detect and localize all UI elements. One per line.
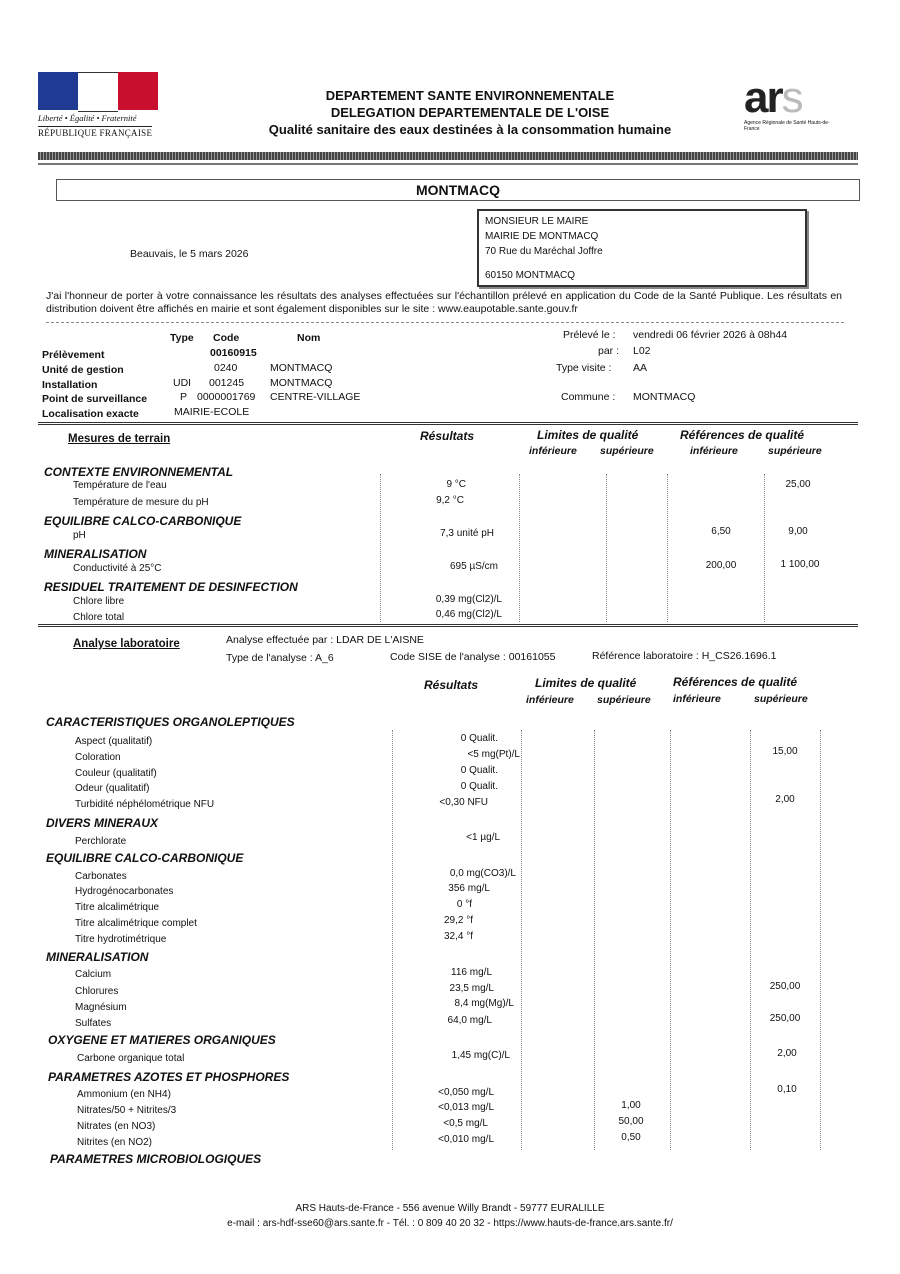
- param-name: Titre alcalimétrique complet: [75, 918, 197, 929]
- preleve-label: Prélevé le :: [563, 329, 616, 341]
- param-value: 7,3 unité pH: [440, 528, 494, 539]
- terrain-top-rule: [38, 422, 858, 425]
- header-line-1: DEPARTEMENT SANTE ENVIRONNEMENTALE: [325, 88, 615, 103]
- ref-inf-header: inférieure: [690, 445, 738, 457]
- sample-code: 0000001769: [197, 391, 256, 403]
- sample-label: Point de surveillance: [42, 393, 148, 405]
- param-value: 9 °C: [446, 479, 466, 490]
- intro-paragraph: J'ai l'honneur de porter à votre connaissance les résultats des analyses effectuées sur l'échantillon prélevé en application du Code de la Santé Publique. Les résultats en distribution doivent être affichés en mairie et sont également disponibles sur le site : www.eaupotable.sante.gouv.fr: [46, 290, 842, 315]
- param-name: Aspect (qualitatif): [75, 736, 153, 747]
- visite-value: AA: [633, 362, 648, 374]
- param-name: Ammonium (en NH4): [77, 1089, 171, 1100]
- section-title: DIVERS MINERAUX: [46, 816, 159, 830]
- ref-sup-value: 250,00: [769, 981, 801, 992]
- lim-sup-value: 1,00: [621, 1100, 641, 1111]
- republique-francaise-logo: [38, 72, 162, 141]
- col-separator: [594, 730, 595, 1150]
- footer-contact: e-mail : ars-hdf-sse60@ars.sante.fr - Tél. : 0 809 40 20 32 - https://www.hauts-de-france.ars.sante.fr/: [227, 1218, 673, 1229]
- logo-republic: RÉPUBLIQUE FRANÇAISE: [38, 128, 153, 138]
- sample-code: 001245: [209, 377, 245, 389]
- param-name: Titre hydrotimétrique: [75, 934, 167, 945]
- col-separator: [764, 474, 765, 622]
- param-value: 0 Qualit.: [460, 781, 498, 792]
- ars-logo-text: ar: [744, 73, 782, 122]
- section-title: PARAMETRES AZOTES ET PHOSPHORES: [48, 1070, 290, 1084]
- ars-logo: [744, 73, 834, 132]
- col-nom-header: Nom: [297, 332, 321, 344]
- sample-nom: MONTMACQ: [270, 362, 333, 374]
- labo-reference: Référence laboratoire : H_CS26.1696.1: [592, 650, 777, 662]
- header-band-divider: [38, 152, 858, 160]
- ref-sup-header: supérieure: [754, 693, 808, 705]
- ref-sup-value: 250,00: [769, 1013, 801, 1024]
- param-name: Couleur (qualitatif): [75, 768, 157, 779]
- param-value: 0 °f: [456, 899, 472, 910]
- ref-sup-value: 1 100,00: [780, 559, 820, 570]
- section-title: CONTEXTE ENVIRONNEMENTAL: [44, 465, 234, 479]
- col-separator: [667, 474, 668, 622]
- ref-sup-value: 25,00: [785, 479, 811, 490]
- lim-sup-header: supérieure: [597, 694, 651, 706]
- lim-sup-value: 50,00: [618, 1116, 644, 1127]
- param-value: <0,050 mg/L: [438, 1087, 494, 1098]
- section-title: OXYGENE ET MATIERES ORGANIQUES: [48, 1033, 276, 1047]
- param-value: 9,2 °C: [436, 495, 464, 506]
- marianne-flag-icon: [38, 72, 158, 110]
- commune-label: Commune :: [561, 391, 616, 403]
- param-name: Nitrates (en NO3): [77, 1121, 156, 1132]
- lim-inf-header: inférieure: [526, 694, 574, 706]
- labo-code-sise: Code SISE de l'analyse : 00161055: [390, 651, 556, 663]
- param-name: Chlorures: [75, 986, 119, 997]
- param-value: 0 Qualit.: [460, 765, 498, 776]
- logo-motto: Liberté • Égalité • Fraternité: [38, 113, 137, 123]
- param-value: <5 mg(Pt)/L: [467, 749, 520, 760]
- param-value: 32,4 °f: [443, 931, 473, 942]
- ref-sup-value: 15,00: [772, 746, 798, 757]
- ref-sup-value: 0,10: [777, 1084, 797, 1095]
- header-line-3: Qualité sanitaire des eaux destinées à la consommation humaine: [268, 122, 672, 137]
- resultats-header: Résultats: [420, 429, 475, 443]
- param-name: Chlore total: [73, 612, 125, 623]
- sample-label: Installation: [42, 379, 98, 391]
- col-separator: [750, 730, 751, 1150]
- section-title: EQUILIBRE CALCO-CARBONIQUE: [44, 514, 242, 528]
- param-name: Calcium: [75, 969, 112, 980]
- param-value: 0,39 mg(Cl2)/L: [435, 594, 502, 605]
- col-code-header: Code: [213, 332, 240, 344]
- param-name: Nitrites (en NO2): [77, 1137, 153, 1148]
- param-value: <0,010 mg/L: [438, 1134, 494, 1145]
- par-label: par :: [598, 345, 620, 357]
- sample-type: P: [180, 391, 188, 403]
- param-name: Température de mesure du pH: [73, 497, 209, 508]
- param-name: Perchlorate: [75, 836, 127, 847]
- references-header: Références de qualité: [673, 675, 798, 689]
- ref-inf-value: 6,50: [711, 526, 731, 537]
- recipient-address: [477, 209, 807, 287]
- document-header: [190, 87, 750, 138]
- ref-sup-value: 2,00: [775, 794, 795, 805]
- param-name: Hydrogénocarbonates: [75, 886, 174, 897]
- address-line: [485, 259, 799, 268]
- sample-type: UDI: [173, 377, 192, 389]
- param-name: Coloration: [75, 752, 121, 763]
- labo-type-analyse: Type de l'analyse : A_6: [226, 652, 334, 664]
- address-line: 70 Rue du Maréchal Joffre: [485, 246, 603, 257]
- header-line-2: DELEGATION DEPARTEMENTALE DE L'OISE: [330, 105, 610, 120]
- col-separator: [670, 730, 671, 1150]
- resultats-header: Résultats: [424, 678, 479, 692]
- references-header: Références de qualité: [680, 428, 805, 442]
- labo-effectuee: Analyse effectuée par : LDAR DE L'AISNE: [226, 634, 424, 646]
- limites-header: Limites de qualité: [535, 676, 637, 690]
- param-name: Chlore libre: [73, 596, 125, 607]
- lim-sup-header: supérieure: [600, 445, 654, 457]
- param-name: Nitrates/50 + Nitrites/3: [77, 1105, 177, 1116]
- lim-sup-value: 0,50: [621, 1132, 641, 1143]
- param-value: <0,5 mg/L: [443, 1118, 488, 1129]
- param-value: 0 Qualit.: [460, 733, 498, 744]
- col-separator: [521, 730, 522, 1150]
- address-line: MONSIEUR LE MAIRE: [485, 216, 589, 227]
- par-value: L02: [633, 345, 651, 357]
- preleve-value: vendredi 06 février 2026 à 08h44: [633, 329, 788, 341]
- param-value: 8,4 mg(Mg)/L: [454, 998, 514, 1009]
- param-value: 0,46 mg(Cl2)/L: [435, 609, 502, 620]
- footer-address: ARS Hauts-de-France - 556 avenue Willy Brandt - 59777 EURALILLE: [295, 1203, 605, 1214]
- ref-inf-value: 200,00: [705, 560, 737, 571]
- param-name: Température de l'eau: [73, 480, 167, 491]
- param-value: 23,5 mg/L: [449, 983, 494, 994]
- param-name: Carbone organique total: [77, 1053, 185, 1064]
- param-name: Conductivité à 25°C: [73, 563, 162, 574]
- param-value: 356 mg/L: [448, 883, 490, 894]
- ars-s-icon: s: [781, 73, 802, 122]
- param-name: Carbonates: [75, 871, 127, 882]
- section-title: RESIDUEL TRAITEMENT DE DESINFECTION: [44, 580, 298, 594]
- col-separator: [606, 474, 607, 622]
- param-name: Turbidité néphélométrique NFU: [75, 799, 215, 810]
- param-name: Odeur (qualitatif): [75, 783, 150, 794]
- terrain-title: Mesures de terrain: [68, 433, 171, 445]
- param-value: 695 µS/cm: [449, 561, 498, 572]
- sample-nom: CENTRE-VILLAGE: [270, 391, 361, 403]
- ref-sup-value: 9,00: [788, 526, 808, 537]
- lim-inf-header: inférieure: [529, 445, 577, 457]
- ref-sup-value: 2,00: [777, 1048, 797, 1059]
- limites-header: Limites de qualité: [537, 428, 639, 442]
- param-name: pH: [73, 530, 86, 541]
- commune-title: MONTMACQ: [56, 179, 860, 201]
- section-title: CARACTERISTIQUES ORGANOLEPTIQUES: [46, 715, 295, 729]
- ref-inf-header: inférieure: [673, 693, 721, 705]
- param-value: 29,2 °f: [443, 915, 473, 926]
- header-band-underline: [38, 163, 858, 165]
- ref-sup-header: supérieure: [768, 445, 822, 457]
- sample-code: MAIRIE-ECOLE: [174, 406, 250, 418]
- commune-value: MONTMACQ: [633, 391, 696, 403]
- param-value: 1,45 mg(C)/L: [451, 1050, 510, 1061]
- address-line: MAIRIE DE MONTMACQ: [485, 231, 599, 242]
- param-value: <0,013 mg/L: [438, 1102, 494, 1113]
- sample-label: Prélèvement: [42, 349, 105, 361]
- param-name: Sulfates: [75, 1018, 112, 1029]
- section-title: MINERALISATION: [46, 950, 149, 964]
- section-title: PARAMETRES MICROBIOLOGIQUES: [50, 1152, 262, 1166]
- col-type-header: Type: [170, 332, 194, 344]
- sample-code: 00160915: [210, 347, 257, 359]
- param-value: <1 µg/L: [466, 832, 500, 843]
- param-value: 0,0 mg(CO3)/L: [449, 868, 516, 879]
- ars-logo-sub: Agence Régionale de Santé Hauts-de-France: [744, 120, 830, 132]
- param-value: 64,0 mg/L: [447, 1015, 492, 1026]
- section-title: MINERALISATION: [44, 547, 147, 561]
- sample-code: 0240: [214, 362, 238, 374]
- labo-top-rule: [38, 624, 858, 627]
- intro-divider: [46, 322, 844, 323]
- param-name: Magnésium: [75, 1002, 127, 1013]
- labo-title: Analyse laboratoire: [73, 638, 180, 650]
- visite-label: Type visite :: [556, 362, 612, 374]
- sample-label: Unité de gestion: [42, 364, 124, 376]
- section-title: EQUILIBRE CALCO-CARBONIQUE: [46, 851, 244, 865]
- letter-date: Beauvais, le 5 mars 2026: [130, 248, 249, 260]
- param-value: <0,30 NFU: [439, 797, 488, 808]
- param-value: 116 mg/L: [451, 967, 492, 978]
- address-line: 60150 MONTMACQ: [485, 270, 576, 281]
- param-name: Titre alcalimétrique: [75, 902, 160, 913]
- sample-nom: MONTMACQ: [270, 377, 333, 389]
- sample-label: Localisation exacte: [42, 408, 139, 420]
- col-separator: [519, 474, 520, 622]
